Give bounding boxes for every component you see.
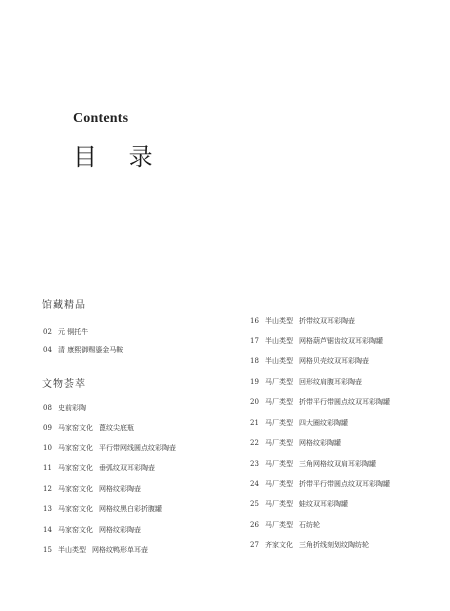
toc-entry[interactable] <box>250 398 390 407</box>
page-number: 14 <box>43 526 52 534</box>
entry-category: 半山类型 <box>265 317 293 325</box>
entry-category: 马家窑文化 <box>58 505 93 513</box>
entry-title: 石纺轮 <box>299 521 320 529</box>
entry-category: 马厂类型 <box>265 460 293 468</box>
entry-title: 元 铜托牛 <box>58 328 89 336</box>
page-number: 04 <box>43 346 52 354</box>
page-number: 26 <box>250 521 259 529</box>
toc-entry[interactable] <box>43 328 88 337</box>
entry-category: 马家窑文化 <box>58 526 93 534</box>
toc-entry[interactable] <box>250 480 390 489</box>
page-number: 17 <box>250 337 259 345</box>
toc-entry[interactable] <box>43 346 123 355</box>
entry-title: 垂弧纹双耳彩陶壶 <box>99 464 155 472</box>
page-number: 16 <box>250 317 259 325</box>
page-number: 08 <box>43 404 52 412</box>
page-number: 02 <box>43 328 52 336</box>
entry-category: 马家窑文化 <box>58 444 93 452</box>
toc-entry[interactable] <box>250 460 376 469</box>
entry-title: 折带平行带圆点纹双耳彩陶罐 <box>299 480 390 488</box>
page-number: 20 <box>250 398 259 406</box>
entry-category: 马厂类型 <box>265 500 293 508</box>
entry-category: 马厂类型 <box>265 419 293 427</box>
page-number: 09 <box>43 424 52 432</box>
entry-title: 网格纹彩陶罐 <box>299 439 341 447</box>
entry-title: 网格纹黑白彩折腹罐 <box>99 505 162 513</box>
page-number: 19 <box>250 378 259 386</box>
page-number: 24 <box>250 480 259 488</box>
toc-entry[interactable] <box>43 526 141 535</box>
entry-title: 回形纹肩腹耳彩陶壶 <box>299 378 362 386</box>
toc-entry[interactable] <box>43 444 176 453</box>
entry-title: 四大圈纹彩陶罐 <box>299 419 348 427</box>
entry-title: 网格纹彩陶壶 <box>99 526 141 534</box>
entry-title: 网格贝壳纹双耳彩陶壶 <box>299 357 369 365</box>
toc-entry[interactable] <box>43 546 148 555</box>
entry-title: 三角网格纹双肩耳彩陶罐 <box>299 460 376 468</box>
entry-title: 网格纹彩陶壶 <box>99 485 141 493</box>
section-title: 文物荟萃 <box>42 379 86 390</box>
page-number: 21 <box>250 419 259 427</box>
section-title: 馆藏精品 <box>42 300 86 311</box>
entry-title: 清 康熙御赐鎏金马鞍 <box>58 346 124 354</box>
toc-entry[interactable] <box>250 419 348 428</box>
toc-entry[interactable] <box>250 357 369 366</box>
toc-entry[interactable] <box>250 317 355 326</box>
entry-title: 网格纹鸭形单耳壶 <box>92 546 148 554</box>
entry-category: 马家窑文化 <box>58 485 93 493</box>
toc-entry[interactable] <box>250 541 369 550</box>
entry-category: 半山类型 <box>265 357 293 365</box>
page-number: 11 <box>43 464 52 472</box>
entry-title: 折带纹双耳彩陶壶 <box>299 317 355 325</box>
toc-entry[interactable] <box>43 464 155 473</box>
entry-category: 半山类型 <box>58 546 86 554</box>
page-number: 12 <box>43 485 52 493</box>
toc-entry[interactable] <box>43 485 141 494</box>
toc-entry[interactable] <box>43 505 162 514</box>
entry-category: 马厂类型 <box>265 398 293 406</box>
toc-entry[interactable] <box>43 424 134 433</box>
entry-title: 三角折线刻划纹陶纺轮 <box>299 541 369 549</box>
toc-entry[interactable] <box>250 378 362 387</box>
entry-category: 马厂类型 <box>265 439 293 447</box>
entry-title: 折带平行带圆点纹双耳彩陶罐 <box>299 398 390 406</box>
entry-title: 史前彩陶 <box>58 404 86 412</box>
toc-entry[interactable] <box>250 500 348 509</box>
entry-category: 齐家文化 <box>265 541 293 549</box>
entry-title: 蓖纹尖底瓶 <box>99 424 134 432</box>
entry-category: 半山类型 <box>265 337 293 345</box>
page-number: 13 <box>43 505 52 513</box>
entry-category: 马厂类型 <box>265 480 293 488</box>
toc-entry[interactable] <box>250 521 320 530</box>
page-number: 10 <box>43 444 52 452</box>
page-number: 15 <box>43 546 52 554</box>
toc-entry[interactable] <box>250 439 341 448</box>
entry-title: 平行带网线圆点纹彩陶壶 <box>99 444 176 452</box>
contents-title-cn: 目 录 <box>73 143 165 171</box>
entry-title: 蛙纹双耳彩陶罐 <box>299 500 348 508</box>
toc-entry[interactable] <box>43 404 86 413</box>
page-number: 22 <box>250 439 259 447</box>
page-number: 25 <box>250 500 259 508</box>
page-number: 27 <box>250 541 259 549</box>
page-number: 18 <box>250 357 259 365</box>
entry-category: 马厂类型 <box>265 378 293 386</box>
entry-category: 马家窑文化 <box>58 464 93 472</box>
entry-title: 网格葫芦锯齿纹双耳彩陶罐 <box>299 337 383 345</box>
toc-entry[interactable] <box>250 337 383 346</box>
contents-title-en: Contents <box>73 111 129 126</box>
page-number: 23 <box>250 460 259 468</box>
entry-category: 马厂类型 <box>265 521 293 529</box>
entry-category: 马家窑文化 <box>58 424 93 432</box>
